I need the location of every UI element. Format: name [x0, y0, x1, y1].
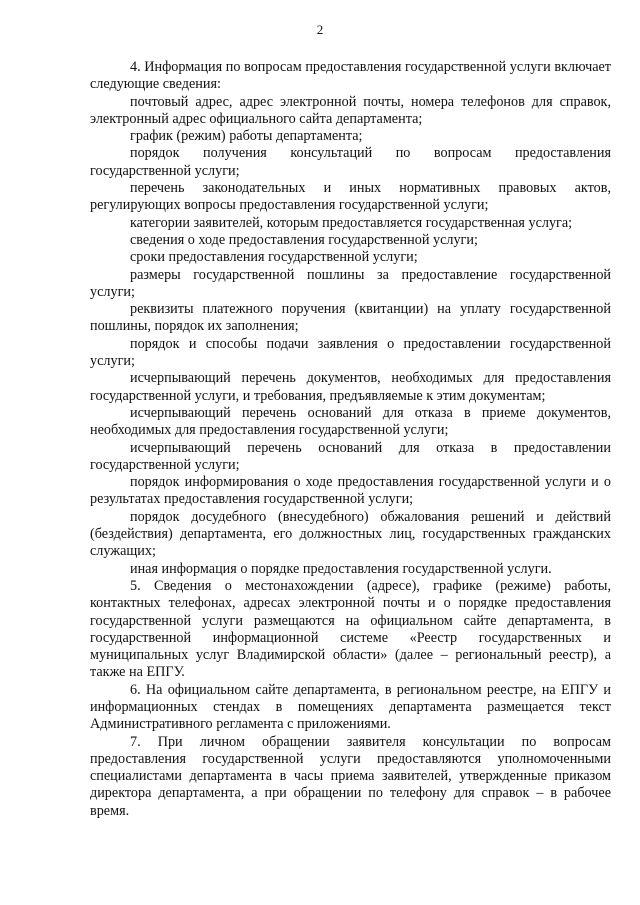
- list-item: исчерпывающий перечень оснований для отказа в предоставлении государственной услуги;: [90, 439, 611, 473]
- list-item: порядок и способы подачи заявления о предоставлении государственной услуги;: [90, 335, 611, 370]
- paragraph-4-heading: 4. Информация по вопросам предоставления государственной услуги включает следующие сведения:: [90, 59, 611, 93]
- list-item: размеры государственной пошлины за предоставление государственной услуги;: [90, 266, 611, 300]
- list-item: категории заявителей, которым предоставляется государственная услуга;: [130, 214, 573, 231]
- list-item: реквизиты платежного поручения (квитанции) на уплату государственной пошлины, порядок их заполнения;: [90, 301, 611, 335]
- list-item: порядок получения консультаций по вопросам предоставления государственной услуги;: [90, 145, 611, 179]
- list-item: иная информация о порядке предоставления государственной услуги.: [130, 560, 552, 577]
- list-item: исчерпывающий перечень документов, необходимых для предоставления государственной услуги, и требования, предъявляемые к этим документам;: [90, 370, 611, 404]
- list-item: график (режим) работы департамента;: [130, 128, 363, 145]
- list-item: порядок досудебного (внесудебного) обжалования решений и действий (бездействия) департамента, его должностных лиц, государственных гражданских служащих;: [90, 508, 611, 560]
- list-item: почтовый адрес, адрес электронной почты, номера телефонов для справок, электронный адрес официального сайта департамента;: [90, 93, 611, 127]
- document-body: [90, 59, 611, 820]
- paragraph-5: 5. Сведения о местонахождении (адресе), графике (режиме) работы, контактных телефонах, адресах электронной почты и о порядке предоставления государственной услуги размещаются на официальном сайте департамента, в государственной информационной системе «Реестр государственных и муниципальных услуг Владимирской области» (далее – региональный реестр), а также на ЕПГУ.: [90, 577, 611, 681]
- list-item: порядок информирования о ходе предоставления государственной услуги и о результатах предоставления государственной услуги;: [90, 474, 611, 508]
- list-item: сведения о ходе предоставления государственной услуги;: [130, 231, 478, 248]
- list-item: сроки предоставления государственной услуги;: [130, 249, 418, 266]
- list-item: исчерпывающий перечень оснований для отказа в приеме документов, необходимых для предоставления государственной услуги;: [90, 404, 611, 439]
- paragraph-6: 6. На официальном сайте департамента, в региональном реестре, на ЕПГУ и информационных стендах в помещениях департамента размещается текст Административного регламента с приложениями.: [90, 681, 611, 733]
- list-item: перечень законодательных и иных нормативных правовых актов, регулирующих вопросы предоставления государственной услуги;: [90, 180, 611, 214]
- page-number: 2: [316, 22, 324, 37]
- paragraph-7: 7. При личном обращении заявителя консультации по вопросам предоставления государственной услуги предоставляются уполномоченными специалистами департамента в часы приема заявителей, утвержденные приказом директора департамента, а при обращении по телефону для справок – в рабочее время.: [90, 733, 611, 819]
